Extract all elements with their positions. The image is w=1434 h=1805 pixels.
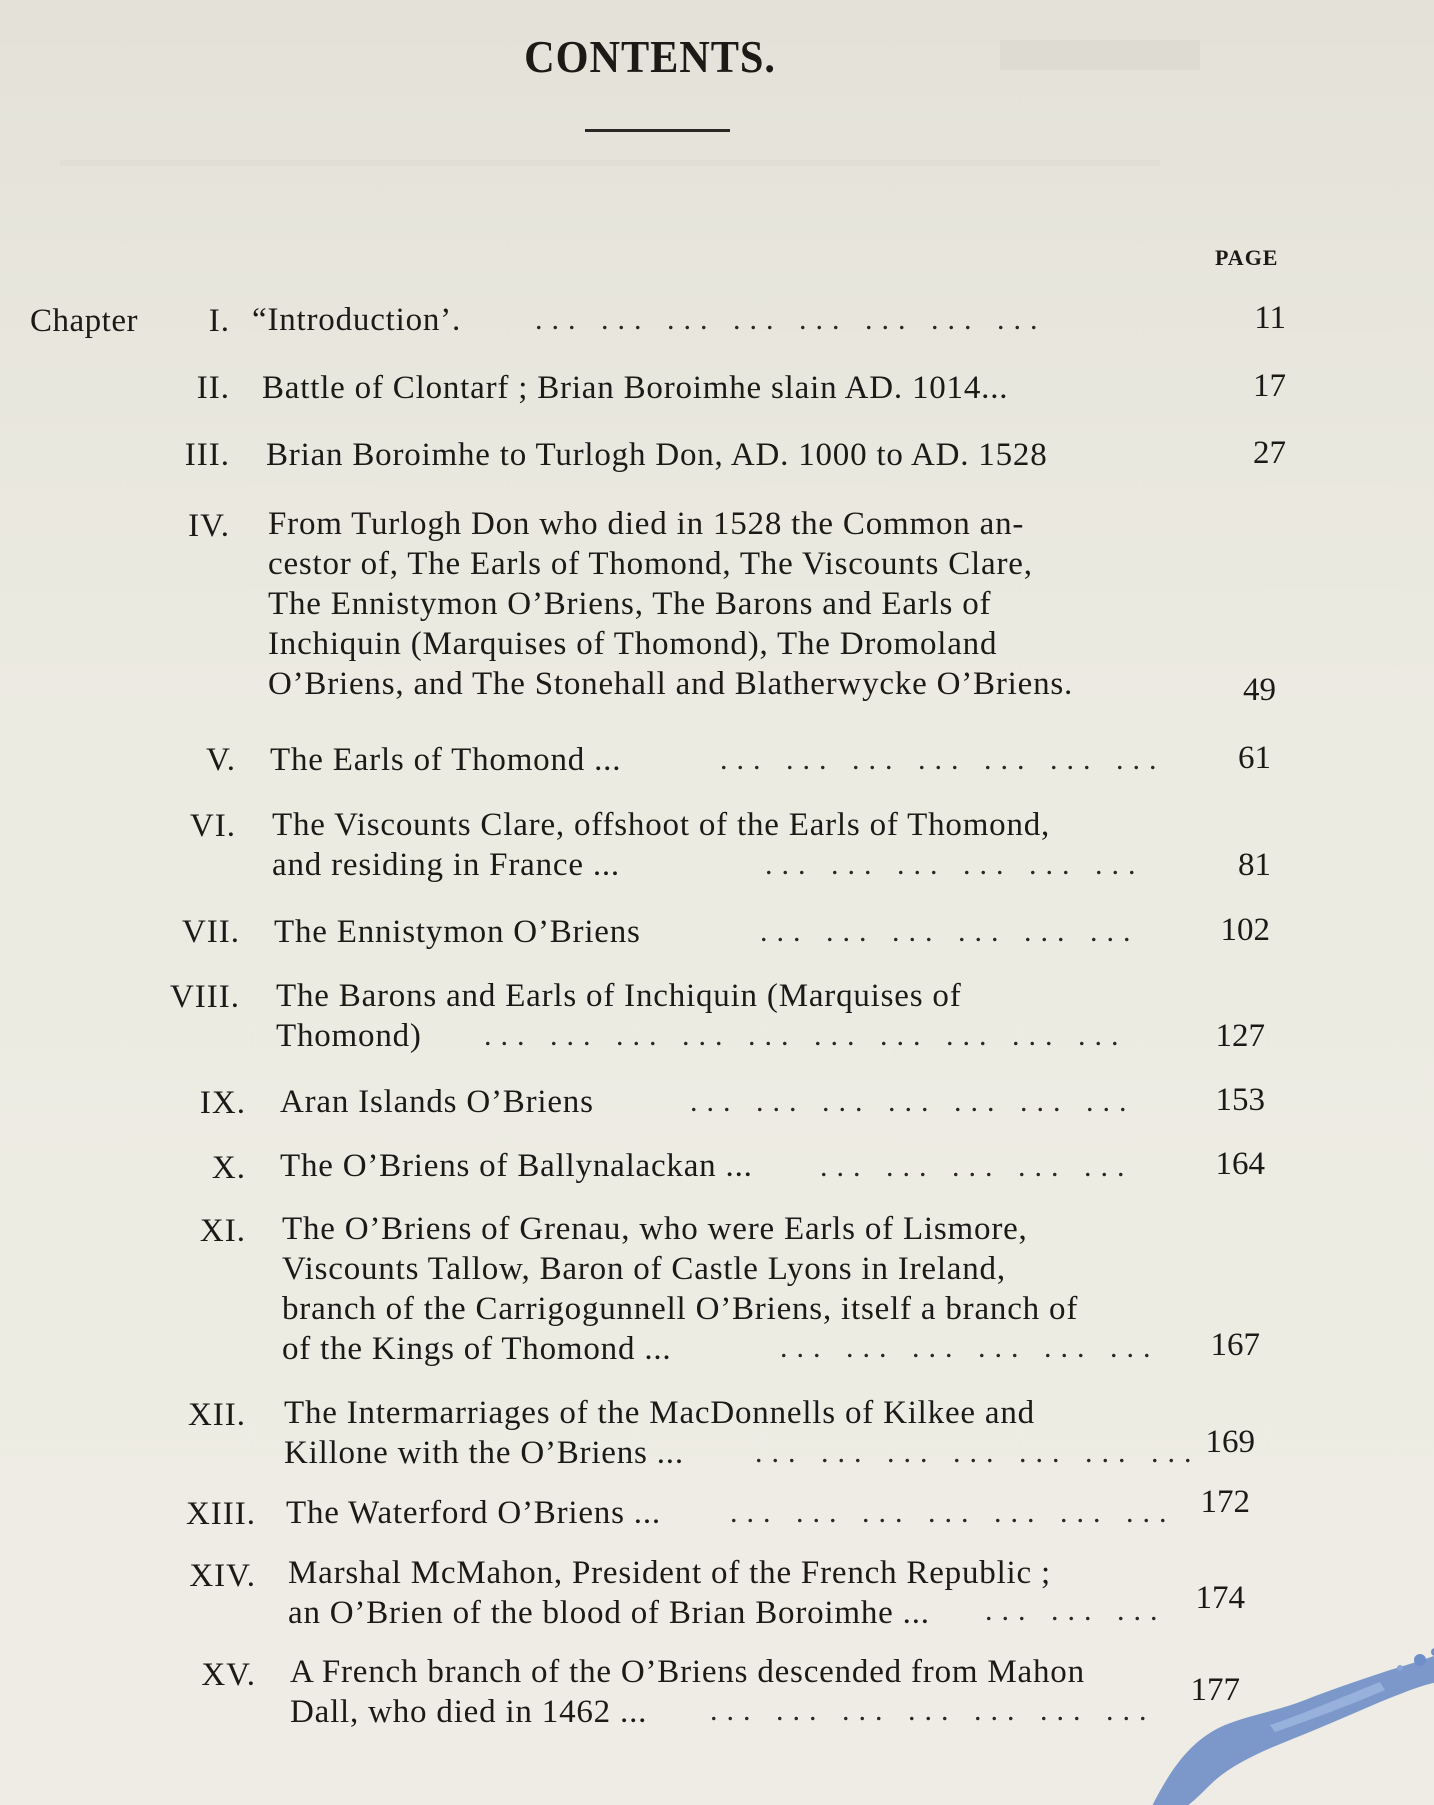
leader-dots: ... ... ... ... ... ... ...: [690, 1085, 1136, 1118]
chapter-number: VIII.: [169, 979, 240, 1015]
leader-dots: ... ... ... ... ... ...: [760, 915, 1140, 948]
show-through-shadow: [60, 160, 1160, 166]
page-number: 172: [1200, 1484, 1250, 1520]
chapter-number: XIII.: [185, 1496, 256, 1532]
chapter-title: The O’Briens of Ballynalackan ...: [280, 1148, 753, 1184]
page-number: 167: [1210, 1327, 1260, 1363]
leader-dots: ... ... ...: [985, 1594, 1167, 1627]
leader-dots: ... ... ... ... ... ... ... ...: [535, 303, 1047, 336]
leader-dots: ... ... ... ... ... ...: [765, 848, 1145, 881]
leader-dots: ... ... ... ... ... ... ...: [710, 1694, 1156, 1727]
page-number: 164: [1215, 1146, 1265, 1182]
leader-dots: ... ... ... ... ... ... ... ... ... ...: [484, 1019, 1128, 1052]
leader-dots: ... ... ... ... ...: [820, 1150, 1134, 1183]
title-underline: [585, 129, 730, 132]
chapter-title: Brian Boroimhe to Turlogh Don, AD. 1000 to AD. 1528: [266, 437, 1048, 473]
chapter-number: I.: [208, 303, 230, 339]
page-number: 49: [1243, 672, 1276, 708]
page-number: 174: [1195, 1580, 1245, 1616]
chapter-number: VI.: [189, 808, 236, 844]
chapter-title: The Viscounts Clare, offshoot of the Earls of Thomond, and residing in France ...: [272, 807, 1051, 883]
page-title: CONTENTS.: [524, 31, 776, 82]
chapter-title: The Earls of Thomond ...: [270, 742, 622, 778]
page-number: 11: [1254, 300, 1286, 336]
chapter-number: XV.: [201, 1657, 256, 1693]
page-number: 177: [1190, 1672, 1240, 1708]
chapter-title: The Barons and Earls of Inchiquin (Marquises of Thomond): [276, 978, 962, 1054]
chapter-title: The O’Briens of Grenau, who were Earls of Lismore, Viscounts Tallow, Baron of Castle Lyons in Ireland, branch of the Carrigogunnell O’Briens, itself a branch of of the Kings of Thomond ...: [282, 1211, 1079, 1367]
page-number: 17: [1253, 368, 1286, 404]
page-number: 127: [1215, 1018, 1265, 1054]
page-number: 169: [1205, 1424, 1255, 1460]
chapter-title: Battle of Clontarf ; Brian Boroimhe slain AD. 1014...: [262, 370, 1009, 406]
chapter-number: XI.: [199, 1213, 246, 1249]
page-number: 81: [1238, 847, 1271, 883]
leader-dots: ... ... ... ... ... ... ...: [730, 1496, 1176, 1529]
chapter-title: A French branch of the O’Briens descended from Mahon Dall, who died in 1462 ...: [290, 1654, 1085, 1730]
chapter-title: “Introduction’.: [252, 302, 462, 338]
chapter-title: The Ennistymon O’Briens: [274, 914, 641, 950]
leader-dots: ... ... ... ... ... ... ...: [720, 743, 1166, 776]
page-number: 61: [1238, 740, 1271, 776]
page-number: 27: [1253, 435, 1286, 471]
page-number: 153: [1215, 1082, 1265, 1118]
show-through-shadow: [1000, 40, 1200, 70]
chapter-title: Aran Islands O’Briens: [280, 1084, 594, 1120]
page-column-header: PAGE: [1215, 245, 1279, 270]
leader-dots: ... ... ... ... ... ... ...: [755, 1436, 1201, 1469]
chapter-number: VII.: [181, 914, 240, 950]
chapter-number: II.: [196, 370, 230, 406]
page-number: 102: [1220, 912, 1270, 948]
chapter-number: IV.: [188, 508, 230, 544]
chapter-number: III.: [184, 437, 230, 473]
chapter-title: The Waterford O’Briens ...: [286, 1495, 661, 1531]
chapter-number: IX.: [199, 1085, 246, 1121]
chapter-number: X.: [211, 1150, 246, 1186]
chapter-title: Marshal McMahon, President of the French Republic ; an O’Brien of the blood of Brian Boroimhe ...: [288, 1555, 1051, 1631]
chapter-label: Chapter: [30, 303, 138, 339]
chapter-number: XII.: [187, 1397, 246, 1433]
chapter-number: V.: [206, 742, 236, 778]
chapter-title: The Intermarriages of the MacDonnells of Kilkee and Killone with the O’Briens ...: [284, 1395, 1035, 1471]
chapter-title: From Turlogh Don who died in 1528 the Common an- cestor of, The Earls of Thomond, The Viscounts Clare, The Ennistymon O’Briens, The Barons and Earls of Inchiquin (Marquises of Thomond), The Dromoland O’Briens, and The Stonehall and Blatherwycke O’Briens.: [268, 506, 1074, 702]
ink-stain: [1130, 1620, 1434, 1805]
leader-dots: ... ... ... ... ... ...: [780, 1331, 1160, 1364]
chapter-number: XIV.: [189, 1558, 256, 1594]
